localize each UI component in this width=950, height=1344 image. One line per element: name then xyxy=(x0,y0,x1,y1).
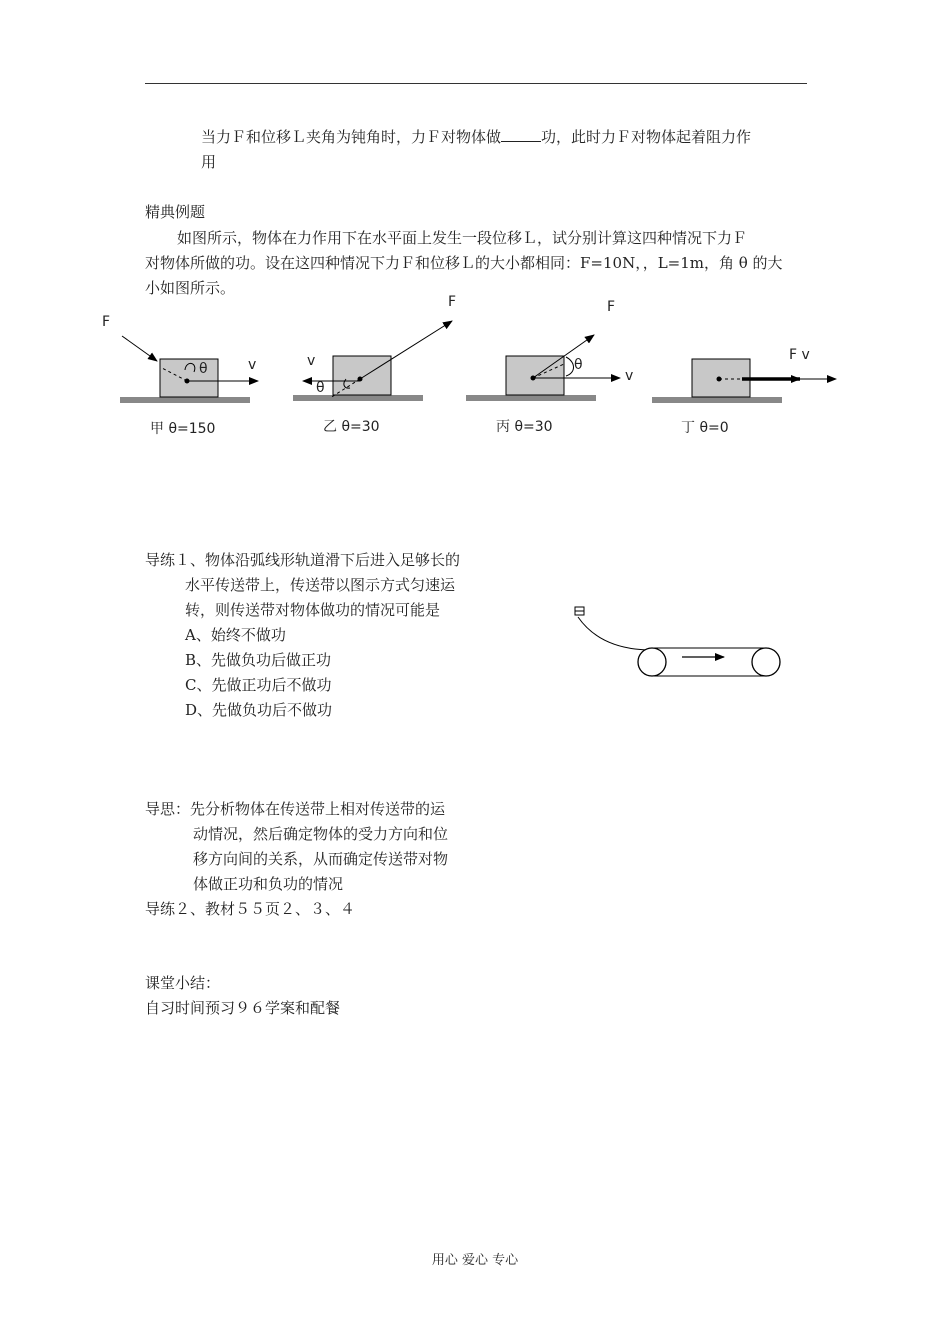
caption-yi: 乙 θ=30 xyxy=(323,419,380,435)
guide-line-3: 移方向间的关系，从而确定传送带对物 xyxy=(193,850,449,868)
label-theta-yi: θ xyxy=(316,380,325,396)
caption-bing: 丙 θ=30 xyxy=(496,419,553,435)
intro-line-2: 用 xyxy=(201,153,217,171)
option-c[interactable]: C、先做正功后不做功 xyxy=(185,676,332,694)
right-pulley xyxy=(752,648,780,676)
label-theta-jia: θ xyxy=(199,361,208,377)
force-figures xyxy=(0,0,950,460)
example-heading: 精典例题 xyxy=(145,203,206,221)
option-a[interactable]: A、始终不做功 xyxy=(185,626,286,644)
label-v-yi: v xyxy=(307,353,316,369)
guide-line-4: 体做正功和负功的情况 xyxy=(193,875,344,893)
label-v-jia: v xyxy=(248,357,257,373)
option-d[interactable]: D、先做负功后不做功 xyxy=(185,701,333,719)
intro-text-a: 当力Ｆ和位移Ｌ夹角为钝角时，力Ｆ对物体做 xyxy=(201,128,502,146)
page-footer: 用心 爱心 专心 xyxy=(431,1253,519,1268)
figure-bing xyxy=(466,335,620,401)
example-line-3: 小如图所示。 xyxy=(145,279,236,297)
conveyor-figure xyxy=(570,600,790,690)
ground-jia xyxy=(120,397,250,403)
block-jia xyxy=(160,359,218,397)
option-b[interactable]: B、先做负功后做正功 xyxy=(185,651,332,669)
ground-bing xyxy=(466,395,596,401)
left-pulley xyxy=(638,648,666,676)
example-line-1: 如图所示，物体在力作用下在水平面上发生一段位移Ｌ，试分别计算这四种情况下力Ｆ xyxy=(177,229,748,247)
figure-jia xyxy=(120,336,258,403)
exercise1-line-2: 水平传送带上，传送带以图示方式匀速运 xyxy=(185,576,456,594)
exercise1-line-1: 导练１、物体沿弧线形轨道滑下后进入足够长的 xyxy=(145,551,461,569)
label-F-jia: F xyxy=(102,314,111,330)
exercise1-line-3: 转，则传送带对物体做功的情况可能是 xyxy=(185,601,441,619)
intro-text-b: 功，此时力Ｆ对物体起着阻力作 xyxy=(541,128,752,146)
label-v-bing: v xyxy=(625,368,634,384)
force-arrow-jia xyxy=(122,336,157,361)
example-line-2: 对物体所做的功。设在这四种情况下力Ｆ和位移Ｌ的大小都相同：F=10N，，L=1m，角 θ 的大 xyxy=(145,254,783,272)
figure-ding xyxy=(652,359,836,403)
label-F-yi: F xyxy=(448,294,457,310)
exercise2: 导练２、教材５５页２、３、４ xyxy=(145,900,356,918)
label-F-v-ding: F v xyxy=(789,347,810,363)
label-F-bing: F xyxy=(607,299,616,315)
caption-jia: 甲 θ=150 xyxy=(150,421,216,437)
label-theta-bing: θ xyxy=(574,357,583,373)
summary-text: 自习时间预习９６学案和配餐 xyxy=(145,999,341,1017)
caption-ding: 丁 θ=0 xyxy=(681,420,729,436)
block-yi xyxy=(333,356,391,395)
summary-heading: 课堂小结： xyxy=(145,974,221,992)
guide-line-2: 动情况，然后确定物体的受力方向和位 xyxy=(193,825,449,843)
force-arrow-yi xyxy=(360,321,452,379)
arc-track xyxy=(578,617,652,650)
guide-line-1: 导思：先分析物体在传送带上相对传送带的运 xyxy=(145,800,446,818)
ground-yi xyxy=(293,395,423,401)
ground-ding xyxy=(652,397,782,403)
